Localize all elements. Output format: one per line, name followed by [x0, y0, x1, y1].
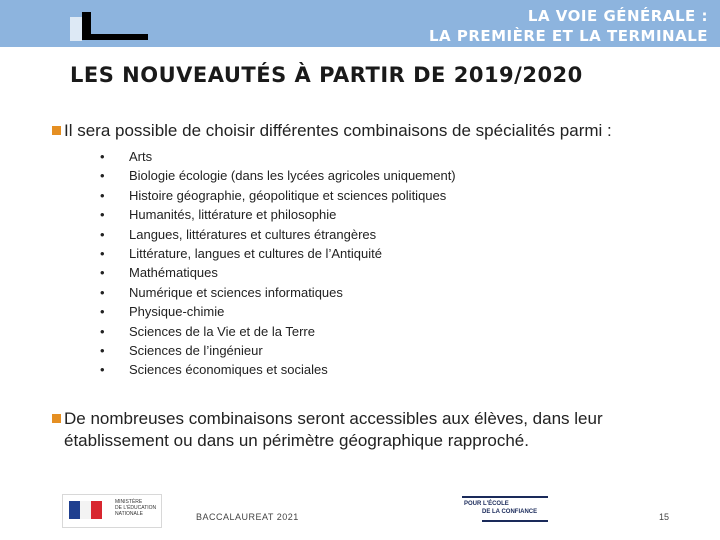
list-item: • Humanités, littérature et philosophie [100, 205, 456, 224]
conclusion-text: De nombreuses combinaisons seront accessibles aux élèves, dans leur établissement ou dans un périmètre géographique rapproché. [64, 409, 603, 450]
logo-line2: DE LA CONFIANCE [482, 509, 538, 515]
list-item: • Mathématiques [100, 263, 456, 282]
ministry-line: DE L'ÉDUCATION [115, 505, 157, 511]
footer-text: BACCALAUREAT 2021 [196, 512, 299, 522]
bullet-square-icon [52, 414, 61, 423]
ministry-line: NATIONALE [115, 511, 143, 517]
bullet-square-icon [52, 126, 61, 135]
intro-text: Il sera possible de choisir différentes combinaisons de spécialités parmi : [64, 121, 612, 140]
ecole-confiance-logo [462, 496, 548, 524]
header-title [429, 6, 708, 46]
list-item: • Sciences de l’ingénieur [100, 341, 456, 360]
header-logo [70, 12, 138, 42]
list-item: • Numérique et sciences informatiques [100, 283, 456, 302]
intro-paragraph [52, 120, 672, 142]
header-banner [0, 0, 720, 47]
page-number: 15 [659, 512, 670, 522]
list-item: • Physique-chimie [100, 302, 456, 321]
list-item: • Langues, littératures et cultures étrangères [100, 225, 456, 244]
logo-line1: POUR L'ÉCOLE [464, 501, 509, 507]
list-item: • Arts [100, 147, 456, 166]
list-item: • Sciences de la Vie et de la Terre [100, 322, 456, 341]
list-item: • Littérature, langues et cultures de l’Antiquité [100, 244, 456, 263]
page-title: LES NOUVEAUTÉS À PARTIR DE 2019/2020 [70, 63, 583, 87]
list-item: • Histoire géographie, géopolitique et sciences politiques [100, 186, 456, 205]
header-title-line1: LA VOIE GÉNÉRALE : [527, 7, 708, 25]
ministry-logo [62, 494, 162, 528]
ministry-text [115, 499, 157, 517]
list-item: • Sciences économiques et sociales [100, 360, 456, 379]
list-item: • Biologie écologie (dans les lycées agricoles uniquement) [100, 166, 456, 185]
specialities-list [100, 147, 456, 380]
french-flag-icon [69, 501, 103, 519]
ministry-line: MINISTÈRE [115, 499, 143, 505]
header-title-line2: LA PREMIÈRE ET LA TERMINALE [428, 27, 708, 45]
conclusion-paragraph [52, 408, 672, 452]
